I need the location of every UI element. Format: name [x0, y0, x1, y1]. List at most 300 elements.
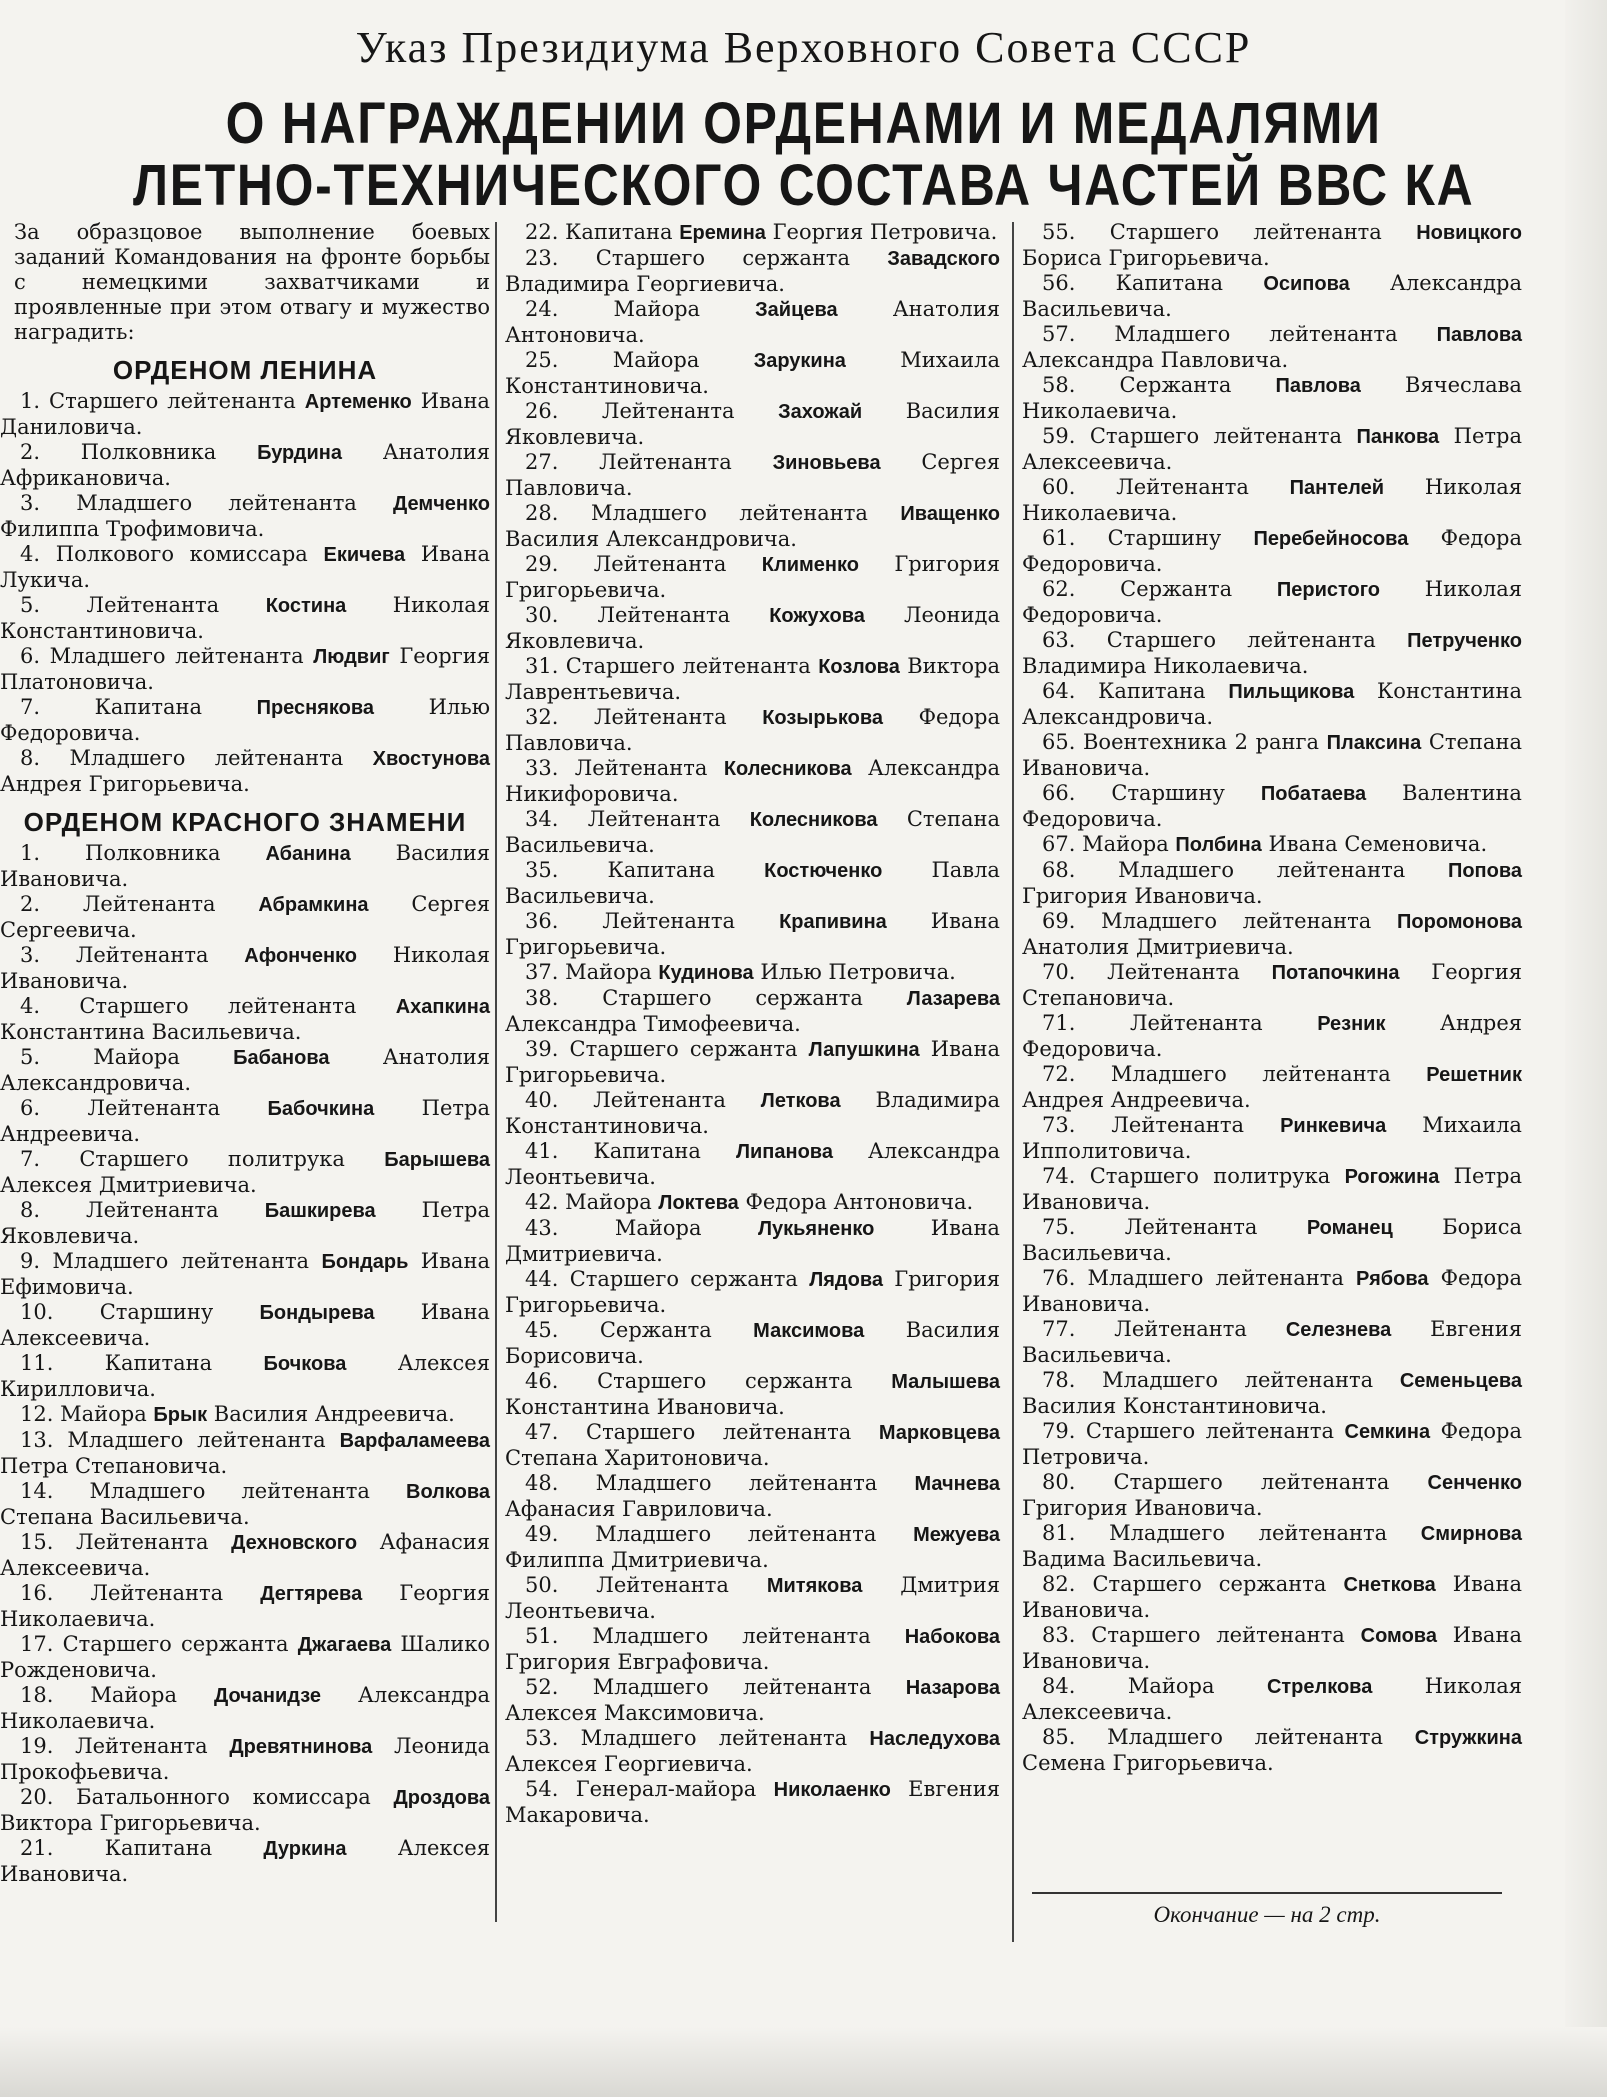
entry-number: 18. [20, 1683, 54, 1707]
entry-number: 41. [525, 1139, 559, 1163]
award-entry [1022, 1317, 1522, 1368]
entry-surname: Еремина [679, 222, 766, 244]
entry-surname: Пантелей [1289, 477, 1385, 499]
award-entry [1022, 220, 1522, 271]
entry-rank: Младшего лейтенанта [590, 501, 868, 525]
entry-surname: Хвостунова [372, 748, 490, 770]
decree-kicker: Указ Президиума Верховного Совета СССР [355, 23, 1252, 72]
entry-given-names: Афанасия Алексеевича. [0, 1530, 490, 1580]
entry-surname: Бондарь [321, 1251, 409, 1273]
entry-rank: Сержанта [599, 1318, 712, 1342]
entry-number: 67. [1042, 832, 1076, 856]
award-entry [0, 1249, 490, 1300]
entry-number: 57. [1042, 322, 1076, 346]
entry-rank: Младшего лейтенанта [595, 1522, 877, 1546]
award-entry [505, 858, 1000, 909]
entry-surname: Екичева [323, 544, 406, 566]
entry-surname: Межуева [913, 1524, 1000, 1546]
award-entry [0, 1479, 490, 1530]
entry-rank: Старшего лейтенанта [1106, 628, 1376, 652]
award-entry [505, 1088, 1000, 1139]
award-entry [505, 501, 1000, 552]
entry-surname: Зайцева [755, 299, 838, 321]
entry-surname: Леткова [760, 1090, 841, 1112]
entry-given-names: Валентина Федоровича. [1022, 781, 1522, 831]
entry-given-names: Федора Федоровича. [1022, 526, 1522, 576]
entry-surname: Набокова [904, 1626, 1000, 1648]
entry-rank: Капитана [94, 695, 203, 719]
entry-given-names: Николая Ивановича. [0, 943, 490, 993]
award-entry [505, 1777, 1000, 1828]
entry-rank: Воентехника 2 ранга [1083, 730, 1320, 754]
entry-given-names: Алексея Максимовича. [505, 1701, 765, 1725]
award-entry [1022, 1062, 1522, 1113]
column-3 [1022, 220, 1522, 1776]
award-entry [1022, 1164, 1522, 1215]
award-entry [505, 1139, 1000, 1190]
award-entry [1022, 1113, 1522, 1164]
entry-number: 64. [1042, 679, 1076, 703]
entry-given-names: Евгения Макаровича. [505, 1777, 1000, 1827]
entry-number: 44. [525, 1267, 559, 1291]
entry-number: 53. [525, 1726, 559, 1750]
entry-surname: Ринкевича [1280, 1115, 1387, 1137]
entry-rank: Старшего сержанта [595, 246, 850, 270]
entry-given-names: Евгения Васильевича. [1022, 1317, 1522, 1367]
award-entry [1022, 1521, 1522, 1572]
entry-rank: Старшего политрука [1089, 1164, 1331, 1188]
award-entry [0, 1632, 490, 1683]
entry-surname: Волкова [406, 1481, 490, 1503]
entry-surname: Козырькова [762, 707, 883, 729]
entry-surname: Лазарева [906, 988, 1000, 1010]
award-entry [1022, 1470, 1522, 1521]
headline-line-2: ЛЕТНО-ТЕХНИЧЕСКОГО СОСТАВА ЧАСТЕЙ ВВС КА [133, 153, 1475, 218]
entry-surname: Марковцева [878, 1422, 1000, 1444]
entry-rank: Полковника [80, 440, 217, 464]
entry-rank: Капитана [104, 1351, 213, 1375]
entry-number: 1. [20, 389, 41, 413]
entry-rank: Лейтенанта [601, 399, 735, 423]
entry-rank: Лейтенанта [82, 892, 216, 916]
entry-rank: Старшего сержанта [602, 986, 863, 1010]
award-entry [0, 1734, 490, 1785]
entry-given-names: Василия Ивановича. [0, 841, 490, 891]
entry-surname: Осипова [1263, 273, 1350, 295]
entry-surname: Малышева [891, 1371, 1000, 1393]
entry-given-names: Филиппа Дмитриевича. [505, 1548, 769, 1572]
entry-given-names: Михаила Ипполитовича. [1022, 1113, 1522, 1163]
entry-surname: Иващенко [900, 503, 1000, 525]
entry-number: 80. [1042, 1470, 1076, 1494]
entry-rank: Лейтенанта [593, 1088, 726, 1112]
award-entry [1022, 577, 1522, 628]
award-entry [0, 841, 490, 892]
entry-surname: Селезнева [1285, 1319, 1392, 1341]
entry-number: 42. [525, 1190, 559, 1214]
entry-rank: Лейтенанта [574, 756, 708, 780]
entry-surname: Бабанова [233, 1047, 330, 1069]
award-entry [505, 1369, 1000, 1420]
award-entry [0, 1530, 490, 1581]
entry-number: 71. [1042, 1011, 1076, 1035]
entry-given-names: Георгия Платоновича. [0, 644, 490, 694]
entry-given-names: Андрея Федоровича. [1022, 1011, 1522, 1061]
entry-given-names: Константина Васильевича. [0, 1020, 302, 1044]
entry-surname: Костина [265, 595, 347, 617]
entry-surname: Стрелкова [1266, 1676, 1373, 1698]
entry-number: 9. [20, 1249, 41, 1273]
entry-rank: Полкового комиссара [55, 542, 308, 566]
entry-given-names: Петра Андреевича. [0, 1096, 490, 1146]
entry-surname: Крапивина [779, 911, 887, 933]
entry-given-names: Петра Ивановича. [1022, 1164, 1522, 1214]
entry-number: 49. [525, 1522, 559, 1546]
entry-number: 79. [1042, 1419, 1076, 1443]
entry-rank: Старшего лейтенанта [1085, 1419, 1335, 1443]
entry-given-names: Александра Васильевича. [1022, 271, 1522, 321]
entry-given-names: Виктора Лаврентьевича. [505, 654, 1000, 704]
entry-given-names: Александра Тимофеевича. [505, 1012, 801, 1036]
entry-given-names: Василия Александровича. [505, 527, 797, 551]
entry-number: 33. [525, 756, 559, 780]
entry-rank: Старшего политрука [79, 1147, 345, 1171]
entry-surname: Древятнинова [229, 1736, 373, 1758]
entry-number: 1. [20, 841, 41, 865]
entry-rank: Старшину [1107, 526, 1222, 550]
entry-given-names: Андрея Григорьевича. [0, 772, 250, 796]
entry-given-names: Ивана Семеновича. [1268, 832, 1488, 856]
award-entry [1022, 1572, 1522, 1623]
entry-surname: Новицкого [1416, 222, 1522, 244]
award-entry [505, 654, 1000, 705]
entry-number: 70. [1042, 960, 1076, 984]
entry-rank: Младшего лейтенанта [69, 746, 344, 770]
entry-rank: Капитана [1098, 679, 1206, 703]
entry-number: 63. [1042, 628, 1076, 652]
entry-rank: Младшего лейтенанта [52, 1249, 310, 1273]
award-entry [1022, 1011, 1522, 1062]
section-title-red-banner: ОРДЕНОМ КРАСНОГО ЗНАМЕНИ [23, 807, 467, 837]
entry-surname: Артеменко [304, 391, 412, 413]
award-entry [505, 1190, 1000, 1216]
entry-number: 60. [1042, 475, 1076, 499]
entry-rank: Старшего лейтенанта [1089, 424, 1343, 448]
entry-rank: Лейтенанта [87, 1096, 221, 1120]
award-entry [0, 440, 490, 491]
entry-given-names: Николая Николаевича. [1022, 475, 1522, 525]
award-entry [505, 297, 1000, 348]
entry-given-names: Георгия Петровича. [772, 220, 998, 244]
entry-number: 20. [20, 1785, 54, 1809]
entry-surname: Афонченко [244, 945, 358, 967]
entry-number: 37. [525, 960, 559, 984]
award-entry [0, 1300, 490, 1351]
entry-surname: Романец [1306, 1217, 1393, 1239]
entry-number: 22. [525, 220, 559, 244]
entry-number: 55. [1042, 220, 1076, 244]
entry-number: 29. [525, 552, 559, 576]
entry-rank: Лейтенанта [75, 943, 209, 967]
entry-number: 8. [20, 746, 41, 770]
entry-surname: Ахапкина [395, 996, 490, 1018]
entry-surname: Костюченко [764, 860, 883, 882]
award-entry [0, 695, 490, 746]
entry-rank: Старшего лейтенанта [586, 1420, 852, 1444]
entry-number: 30. [525, 603, 559, 627]
entry-given-names: Алексея Георгиевича. [505, 1752, 753, 1776]
entry-given-names: Николая Алексеевича. [1022, 1674, 1522, 1724]
entry-rank: Лейтенанта [75, 1734, 208, 1758]
entry-rank: Старшего сержанта [1092, 1572, 1327, 1596]
entry-number: 83. [1042, 1623, 1076, 1647]
entry-surname: Лядова [809, 1269, 883, 1291]
entry-number: 2. [20, 440, 41, 464]
red-banner-list-col2 [505, 220, 1000, 1828]
entry-number: 5. [20, 1045, 41, 1069]
entry-rank: Младшего лейтенанта [1087, 1266, 1344, 1290]
entry-surname: Павлова [1275, 375, 1361, 397]
headline-line-1: О НАГРАЖДЕНИИ ОРДЕНАМИ И МЕДАЛЯМИ [225, 91, 1382, 156]
award-entry [1022, 1215, 1522, 1266]
entry-number: 78. [1042, 1368, 1076, 1392]
award-entry [1022, 960, 1522, 1011]
entry-surname: Липанова [735, 1141, 833, 1163]
entry-surname: Наследухова [869, 1728, 1000, 1750]
entry-number: 23. [525, 246, 559, 270]
entry-rank: Младшего лейтенанта [89, 1479, 370, 1503]
award-entry [505, 705, 1000, 756]
entry-rank: Младшего лейтенанта [595, 1471, 878, 1495]
entry-given-names: Александра Леонтьевича. [505, 1139, 1000, 1189]
entry-rank: Старшего лейтенанта [1091, 1623, 1345, 1647]
entry-surname: Резник [1317, 1013, 1386, 1035]
entry-rank: Младшего лейтенанта [1102, 1368, 1374, 1392]
entry-given-names: Филиппа Трофимовича. [0, 517, 265, 541]
entry-number: 15. [20, 1530, 54, 1554]
entry-surname: Бондырева [259, 1302, 375, 1324]
entry-number: 75. [1042, 1215, 1076, 1239]
entry-given-names: Александра Павловича. [1022, 348, 1289, 372]
continuation-note: Окончание — на 2 стр. [1153, 1902, 1381, 1927]
entry-rank: Младшего лейтенанта [1107, 1725, 1384, 1749]
entry-given-names: Федора Антоновича. [745, 1190, 974, 1214]
award-entry [505, 399, 1000, 450]
award-entry [505, 552, 1000, 603]
entry-number: 38. [525, 986, 559, 1010]
entry-number: 54. [525, 1777, 559, 1801]
entry-number: 14. [20, 1479, 54, 1503]
entry-surname: Дроздова [393, 1787, 490, 1809]
award-entry [0, 1785, 490, 1836]
award-entry [1022, 373, 1522, 424]
award-entry [0, 1096, 490, 1147]
entry-number: 39. [525, 1037, 559, 1061]
entry-given-names: Ивана Ивановича. [1022, 1572, 1522, 1622]
entry-given-names: Василия Яковлевича. [505, 399, 1000, 449]
entry-surname: Демченко [393, 493, 490, 515]
award-entry [0, 542, 490, 593]
award-entry [0, 1836, 490, 1887]
entry-rank: Майора [614, 1216, 702, 1240]
entry-given-names: Василия Борисовича. [505, 1318, 1000, 1368]
entry-surname: Николаенко [773, 1779, 891, 1801]
entry-number: 62. [1042, 577, 1076, 601]
entry-given-names: Григория Григорьевича. [505, 552, 1000, 602]
entry-number: 11. [20, 1351, 54, 1375]
award-entry [0, 943, 490, 994]
entry-number: 77. [1042, 1317, 1076, 1341]
entry-given-names: Петра Степановича. [0, 1454, 228, 1478]
section-title-lenin: ОРДЕНОМ ЛЕНИНА [112, 355, 378, 385]
award-entry [505, 1726, 1000, 1777]
entry-rank: Лейтенанта [1124, 1215, 1258, 1239]
entry-surname: Зарукина [753, 350, 846, 372]
entry-number: 27. [525, 450, 559, 474]
award-entry [0, 593, 490, 644]
column-1 [0, 220, 490, 1887]
entry-given-names: Бориса Григорьевича. [1022, 246, 1270, 270]
entry-number: 12. [20, 1402, 54, 1426]
entry-given-names: Анатолия Александровича. [0, 1045, 490, 1095]
entry-number: 32. [525, 705, 559, 729]
entry-rank: Майора [93, 1045, 180, 1069]
entry-surname: Семкина [1344, 1421, 1431, 1443]
entry-surname: Бабочкина [267, 1098, 375, 1120]
entry-rank: Лейтенанта [1114, 1317, 1247, 1341]
entry-rank: Младшего лейтенанта [580, 1726, 848, 1750]
entry-number: 13. [20, 1428, 54, 1452]
entry-surname: Лукьяненко [757, 1218, 875, 1240]
entry-surname: Джагаева [297, 1634, 392, 1656]
entry-given-names: Анатолия Дмитриевича. [1022, 935, 1294, 959]
entry-rank: Младшего лейтенанта [1118, 858, 1406, 882]
award-entry [1022, 909, 1522, 960]
entry-given-names: Алексея Дмитриевича. [0, 1173, 257, 1197]
entry-given-names: Илью Петровича. [760, 960, 956, 984]
entry-surname: Варфаламеева [339, 1430, 490, 1452]
award-entry [1022, 1266, 1522, 1317]
entry-rank: Старшего лейтенанта [49, 389, 296, 413]
entry-number: 3. [20, 943, 41, 967]
entry-surname: Полбина [1175, 834, 1262, 856]
award-entry [505, 756, 1000, 807]
entry-given-names: Ивана Ивановича. [1022, 1623, 1522, 1673]
entry-number: 28. [525, 501, 559, 525]
entry-given-names: Степана Васильевича. [0, 1505, 250, 1529]
entry-rank: Младшего лейтенанта [1110, 1062, 1391, 1086]
award-entry [505, 450, 1000, 501]
entry-surname: Перистого [1276, 579, 1381, 601]
entry-rank: Майора [1082, 832, 1169, 856]
entry-number: 85. [1042, 1725, 1076, 1749]
entry-given-names: Леонида Прокофьевича. [0, 1734, 490, 1784]
entry-rank: Лейтенанта [593, 705, 727, 729]
entry-surname: Попова [1447, 860, 1522, 882]
entry-rank: Лейтенанта [86, 593, 220, 617]
entry-given-names: Ивана Григорьевича. [505, 1037, 1000, 1087]
entry-surname: Максимова [753, 1320, 865, 1342]
entry-number: 46. [525, 1369, 559, 1393]
award-entry [505, 1522, 1000, 1573]
entry-given-names: Григория Ивановича. [1022, 884, 1263, 908]
entry-number: 31. [525, 654, 559, 678]
entry-surname: Кудинова [658, 962, 754, 984]
entry-surname: Панкова [1356, 426, 1440, 448]
entry-number: 10. [20, 1300, 54, 1324]
entry-number: 58. [1042, 373, 1076, 397]
entry-given-names: Владимира Николаевича. [1022, 654, 1309, 678]
entry-surname: Побатаева [1260, 783, 1367, 805]
entry-number: 52. [525, 1675, 559, 1699]
entry-number: 6. [20, 1096, 41, 1120]
entry-given-names: Владимира Георгиевича. [505, 272, 785, 296]
entry-given-names: Петра Алексеевича. [1022, 424, 1522, 474]
entry-surname: Плаксина [1326, 732, 1422, 754]
entry-rank: Капитана [593, 1139, 701, 1163]
entry-given-names: Бориса Васильевича. [1022, 1215, 1522, 1265]
entry-given-names: Алексея Кирилловича. [0, 1351, 490, 1401]
entry-number: 76. [1042, 1266, 1076, 1290]
entry-rank: Старшего лейтенанта [1113, 1470, 1390, 1494]
entry-given-names: Сергея Павловича. [505, 450, 1000, 500]
entry-surname: Колесникова [749, 809, 878, 831]
entry-rank: Сержанта [1119, 373, 1232, 397]
award-entry [505, 1420, 1000, 1471]
entry-number: 65. [1042, 730, 1076, 754]
entry-number: 43. [525, 1216, 559, 1240]
award-entry [505, 1318, 1000, 1369]
entry-number: 68. [1042, 858, 1076, 882]
entry-surname: Дуркина [263, 1838, 347, 1860]
entry-given-names: Ивана Дмитриевича. [505, 1216, 1000, 1266]
entry-surname: Стружкина [1414, 1727, 1522, 1749]
entry-surname: Барышева [384, 1149, 490, 1171]
entry-rank: Старшего лейтенанта [79, 994, 357, 1018]
entry-given-names: Степана Васильевича. [505, 807, 1000, 857]
entry-number: 25. [525, 348, 559, 372]
entry-rank: Майора [1127, 1674, 1215, 1698]
entry-given-names: Георгия Степановича. [1022, 960, 1522, 1010]
award-entry [0, 644, 490, 695]
entry-number: 59. [1042, 424, 1076, 448]
entry-rank: Капитана [1115, 271, 1224, 295]
award-entry [0, 491, 490, 542]
entry-rank: Старшего сержанта [597, 1369, 853, 1393]
entry-surname: Захожай [778, 401, 863, 423]
entry-given-names: Афанасия Гавриловича. [505, 1497, 773, 1521]
entry-rank: Старшину [99, 1300, 214, 1324]
entry-rank: Лейтенанта [597, 603, 731, 627]
lenin-award-list [0, 389, 490, 797]
entry-surname: Дегтярева [260, 1583, 363, 1605]
entry-surname: Абрамкина [258, 894, 369, 916]
entry-surname: Брык [153, 1404, 208, 1426]
entry-number: 61. [1042, 526, 1076, 550]
entry-given-names: Степана Харитоновича. [505, 1446, 770, 1470]
entry-number: 69. [1042, 909, 1076, 933]
entry-given-names: Андрея Андреевича. [1022, 1088, 1251, 1112]
entry-surname: Дехновского [231, 1532, 358, 1554]
award-entry [1022, 781, 1522, 832]
entry-given-names: Михаила Константиновича. [505, 348, 1000, 398]
entry-number: 4. [20, 994, 41, 1018]
entry-given-names: Григория Ивановича. [1022, 1496, 1263, 1520]
entry-given-names: Степана Ивановича. [1022, 730, 1522, 780]
entry-surname: Колесникова [723, 758, 852, 780]
award-entry [1022, 271, 1522, 322]
intro-paragraph: За образцовое выполнение боевых заданий Командования на фронте борьбы с немецкими захватчиками и проявленные при этом отвагу и мужество наградить: [14, 220, 490, 344]
